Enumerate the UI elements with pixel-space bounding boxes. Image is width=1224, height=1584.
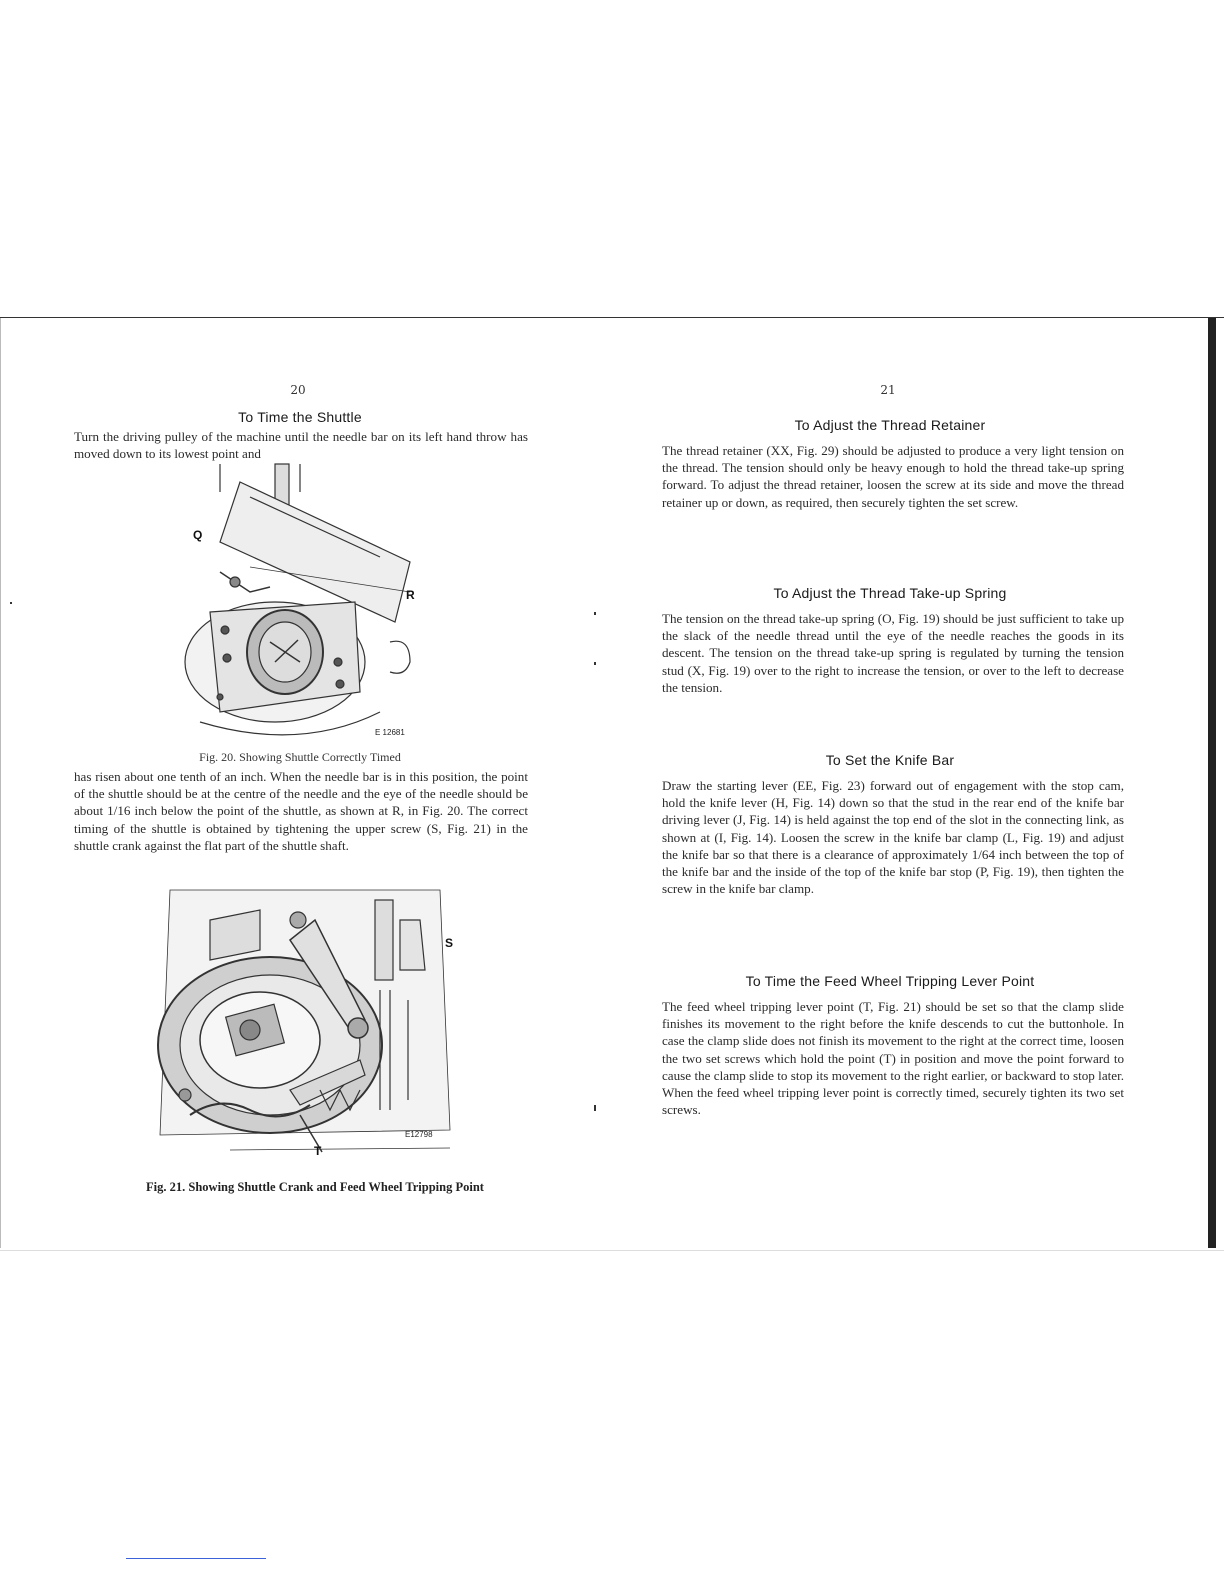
section-text-thread-retainer: The thread retainer (XX, Fig. 29) should be adjusted to produce a very light tension on the thread. The tension should only be heavy enough to hold the thread take-up spring forward. To adjust the thread retainer, loosen the screw at its side and move the thread retainer up or down, as required, then securely tighten the set screw. (662, 443, 1124, 510)
section-title-take-up-spring: To Adjust the Thread Take-up Spring (773, 585, 1007, 601)
section-title-thread-retainer: To Adjust the Thread Retainer (794, 417, 986, 433)
page-number-right: 21 (880, 383, 896, 397)
section-text-take-up-spring: The tension on the thread take-up spring (O, Fig. 19) should be just sufficient to take up the slack of the needle thread until the eye of the needle reaches the goods in its descent. The tension on the thread take-up spring is regulated by turning the tension stud (X, Fig. 19) over to the right to increase the tension, or over to the left to decrease the tension. (662, 611, 1124, 695)
page-number-left: 20 (290, 383, 306, 397)
section-title-knife-bar: To Set the Knife Bar (825, 752, 955, 768)
body-paragraph-shuttle: has risen about one tenth of an inch. When the needle bar is in this position, the point of the shuttle should be at the centre of the needle and the eye of the needle should be about 1/16 inch below the point of the shuttle, as shown at R, in Fig. 20. The correct timing of the shuttle is obtained by tightening the upper screw (S, Fig. 21) in the shuttle crank against the flat part of the shuttle shaft. (74, 769, 528, 853)
figure-21-label-s: S (445, 936, 454, 950)
figure-21-caption: Fig. 21. Showing Shuttle Crank and Feed Wheel Tripping Point (146, 1180, 484, 1194)
scan-speck-1 (10, 602, 12, 604)
scan-speck-2 (594, 612, 596, 615)
section-text-feed-wheel: The feed wheel tripping lever point (T, Fig. 21) should be set so that the clamp slide finishes its movement to the right before the knife descends to cut the buttonhole. In case the clamp slide does not finish its movement to the right at the correct time, loosen the two set screws which hold the point (T) in position and move the point forward to cause the clamp slide to stop its movement to the right earlier, or backward to stop later. When the feed wheel tripping lever point is correctly timed, securely tighten its two set screws. (662, 999, 1124, 1118)
figure-20-caption: Fig. 20. Showing Shuttle Correctly Timed (199, 750, 401, 764)
figure-21-label-t: T (314, 1144, 322, 1158)
figure-21-illustration (150, 880, 470, 1160)
left-edge-line (0, 318, 1, 1248)
right-edge-bar (1208, 318, 1216, 1248)
section-title-time-shuttle: To Time the Shuttle (238, 409, 362, 425)
section-text-knife-bar: Draw the starting lever (EE, Fig. 23) forward out of engagement with the stop cam, hold the knife lever (H, Fig. 14) down so that the stud in the rear end of the knife bar driving lever (J, Fig. 14) is held against the top end of the slot in the connecting link, as shown at (I, Fig. 14). Loosen the screw in the knife bar clamp (L, Fig. 19) and adjust the knife bar so that there is a clearance of approximately 1/64 inch between the top of the knife bar and the inside of the top of the knife bar stop (P, Fig. 19), then tighten the screw in the knife bar clamp. (662, 778, 1124, 897)
scan-speck-3 (594, 662, 596, 665)
figure-21-code: E12798 (405, 1130, 433, 1139)
footer-link-underline (126, 1558, 266, 1559)
scan-speck-4 (594, 1105, 596, 1111)
figure-21 (150, 880, 470, 1160)
intro-paragraph: Turn the driving pulley of the machine until the needle bar on its left hand throw has moved down to its lowest point and (74, 429, 528, 462)
figure-20-label-r: R (406, 588, 415, 602)
figure-20-illustration (180, 462, 430, 742)
figure-20 (180, 462, 430, 742)
section-title-feed-wheel: To Time the Feed Wheel Tripping Lever Point (745, 973, 1035, 989)
figure-20-label-q: Q (193, 528, 203, 542)
top-border-line (0, 317, 1224, 318)
figure-20-code: E 12681 (375, 728, 405, 737)
bottom-page-edge (0, 1250, 1224, 1251)
